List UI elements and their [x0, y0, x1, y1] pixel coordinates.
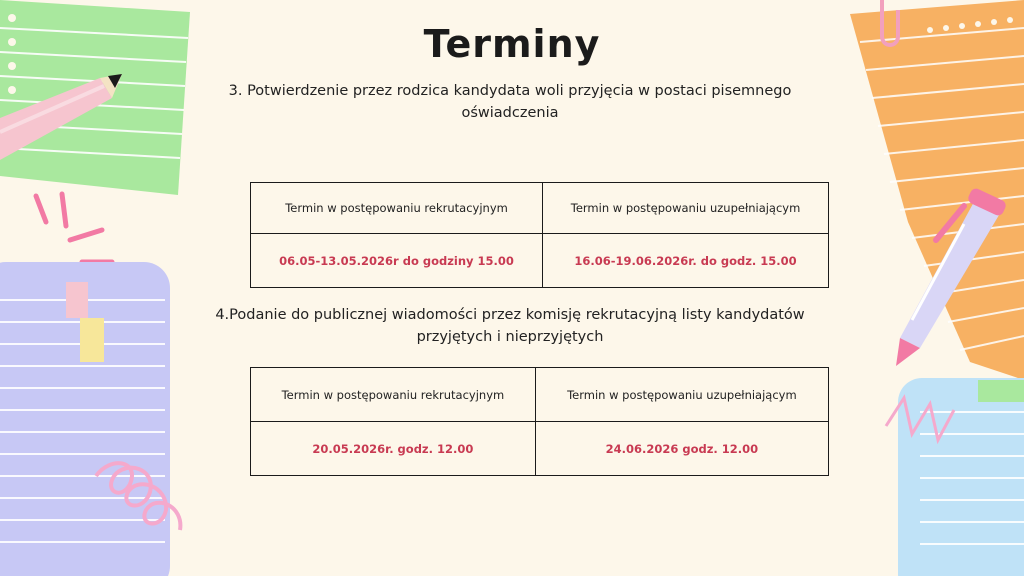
value-cell-recruitment: 06.05-13.05.2026r do godziny 15.00: [251, 234, 543, 288]
lavender-notebook-icon: [0, 262, 170, 576]
value-cell-supplementary: 24.06.2026 godz. 12.00: [535, 422, 828, 476]
section-3-heading: 3. Potwierdzenie przez rodzica kandydata woli przyjęcia w postaci pisemnego oświadczenia: [228, 83, 792, 121]
header-cell-recruitment: Termin w postępowaniu rekrutacyjnym: [251, 183, 543, 234]
burst-lines-icon: [36, 194, 112, 262]
page-title: Terminy: [423, 22, 601, 66]
value-cell-supplementary: 16.06-19.06.2026r. do godz. 15.00: [543, 234, 829, 288]
value-cell-recruitment: 20.05.2026r. godz. 12.00: [251, 422, 536, 476]
header-cell-supplementary: Termin w postępowaniu uzupełniającym: [535, 368, 828, 422]
header-cell-supplementary: Termin w postępowaniu uzupełniającym: [543, 183, 829, 234]
section-4-table: [250, 367, 829, 476]
table-header-row: [251, 183, 829, 234]
table-row: [251, 422, 829, 476]
section-4-heading: 4.Podanie do publicznej wiadomości przez komisję rekrutacyjną listy kandydatów przyjętych i nieprzyjętych: [215, 307, 805, 345]
blue-notebook-icon: [898, 378, 1024, 576]
header-cell-recruitment: Termin w postępowaniu rekrutacyjnym: [251, 368, 536, 422]
table-row: [251, 234, 829, 288]
table-header-row: [251, 368, 829, 422]
section-3-table: [250, 182, 829, 288]
